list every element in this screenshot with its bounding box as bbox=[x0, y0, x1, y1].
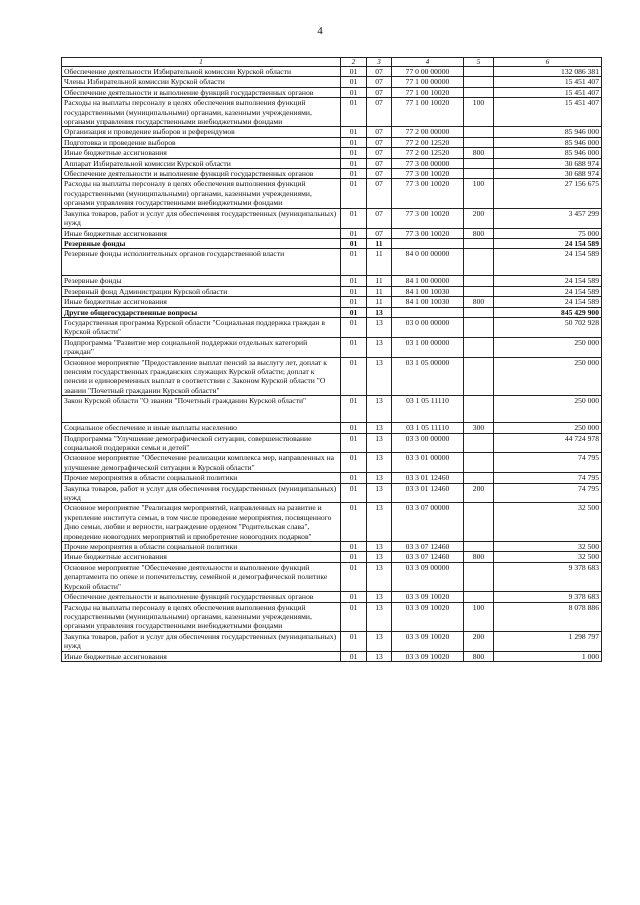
amount-cell: 85 946 000 bbox=[494, 148, 602, 158]
amount-cell: 15 451 407 bbox=[494, 77, 602, 87]
section-code-cell: 01 bbox=[341, 276, 367, 286]
section-code-cell: 01 bbox=[341, 337, 367, 357]
amount-cell: 74 795 bbox=[494, 473, 602, 483]
expense-name-cell: Обеспечение деятельности Избирательной комиссии Курской области bbox=[62, 67, 341, 77]
subsection-code-cell: 07 bbox=[367, 228, 392, 238]
expense-name-cell: Расходы на выплаты персоналу в целях обеспечения выполнения функций государственными (муниципальными) органами, казенными учреждениями, органами управления государственными внебюджетными фондами bbox=[62, 179, 341, 208]
table-row bbox=[62, 228, 602, 238]
expense-type-cell bbox=[464, 542, 494, 552]
subsection-code-cell: 13 bbox=[367, 396, 392, 423]
target-article-cell: 84 1 00 00000 bbox=[392, 276, 464, 286]
subsection-code-cell: 13 bbox=[367, 651, 392, 661]
table-row bbox=[62, 179, 602, 208]
table-row bbox=[62, 542, 602, 552]
table-row bbox=[62, 592, 602, 602]
expense-type-cell bbox=[464, 433, 494, 453]
table-row bbox=[62, 208, 602, 228]
expense-type-cell: 100 bbox=[464, 98, 494, 127]
table-row bbox=[62, 453, 602, 473]
section-code-cell: 01 bbox=[341, 552, 367, 562]
expense-type-cell bbox=[464, 396, 494, 423]
expense-name-cell: Закупка товаров, работ и услуг для обеспечения государственных (муниципальных) нужд bbox=[62, 208, 341, 228]
section-code-cell: 01 bbox=[341, 249, 367, 276]
subsection-code-cell: 11 bbox=[367, 238, 392, 248]
section-code-cell: 01 bbox=[341, 317, 367, 337]
subsection-code-cell: 13 bbox=[367, 631, 392, 651]
target-article-cell: 84 1 00 10030 bbox=[392, 286, 464, 296]
expense-type-cell: 200 bbox=[464, 483, 494, 503]
expense-name-cell: Закупка товаров, работ и услуг для обеспечения государственных (муниципальных) нужд bbox=[62, 483, 341, 503]
subsection-code-cell: 13 bbox=[367, 307, 392, 317]
section-code-cell: 01 bbox=[341, 158, 367, 168]
subsection-code-cell: 13 bbox=[367, 433, 392, 453]
section-code-cell: 01 bbox=[341, 562, 367, 591]
section-code-cell: 01 bbox=[341, 179, 367, 208]
header-cell: 2 bbox=[341, 58, 367, 67]
amount-cell: 15 451 407 bbox=[494, 98, 602, 127]
section-code-cell: 01 bbox=[341, 483, 367, 503]
subsection-code-cell: 13 bbox=[367, 483, 392, 503]
amount-cell: 24 154 589 bbox=[494, 297, 602, 307]
expense-name-cell: Резервные фонды исполнительных органов государственной власти bbox=[62, 249, 341, 276]
target-article-cell: 03 1 05 11110 bbox=[392, 423, 464, 433]
table-row bbox=[62, 286, 602, 296]
subsection-code-cell: 13 bbox=[367, 542, 392, 552]
expense-name-cell: Закупка товаров, работ и услуг для обеспечения государственных (муниципальных) нужд bbox=[62, 631, 341, 651]
expense-name-cell: Подпрограмма "Улучшение демографической ситуации, совершенствование социальной поддержки семьи и детей" bbox=[62, 433, 341, 453]
table-row bbox=[62, 158, 602, 168]
section-code-cell: 01 bbox=[341, 67, 367, 77]
amount-cell: 32 500 bbox=[494, 552, 602, 562]
section-code-cell: 01 bbox=[341, 631, 367, 651]
expense-type-cell bbox=[464, 238, 494, 248]
amount-cell: 50 702 928 bbox=[494, 317, 602, 337]
expense-type-cell: 300 bbox=[464, 423, 494, 433]
expense-type-cell bbox=[464, 317, 494, 337]
table-row bbox=[62, 276, 602, 286]
subsection-code-cell: 07 bbox=[367, 87, 392, 97]
table-row bbox=[62, 249, 602, 276]
section-code-cell: 01 bbox=[341, 148, 367, 158]
section-code-cell: 01 bbox=[341, 307, 367, 317]
expense-name-cell: Иные бюджетные ассигнования bbox=[62, 148, 341, 158]
expense-name-cell: Резервные фонды bbox=[62, 238, 341, 248]
subsection-code-cell: 11 bbox=[367, 297, 392, 307]
table-row bbox=[62, 238, 602, 248]
amount-cell: 1 298 797 bbox=[494, 631, 602, 651]
amount-cell: 9 378 683 bbox=[494, 562, 602, 591]
section-code-cell: 01 bbox=[341, 396, 367, 423]
amount-cell: 15 451 407 bbox=[494, 87, 602, 97]
target-article-cell: 77 2 00 00000 bbox=[392, 127, 464, 137]
expense-type-cell bbox=[464, 169, 494, 179]
subsection-code-cell: 13 bbox=[367, 337, 392, 357]
amount-cell: 85 946 000 bbox=[494, 127, 602, 137]
section-code-cell: 01 bbox=[341, 169, 367, 179]
expense-type-cell bbox=[464, 357, 494, 396]
amount-cell: 24 154 589 bbox=[494, 238, 602, 248]
expense-type-cell bbox=[464, 77, 494, 87]
subsection-code-cell: 07 bbox=[367, 137, 392, 147]
target-article-cell: 03 0 00 00000 bbox=[392, 317, 464, 337]
subsection-code-cell: 13 bbox=[367, 503, 392, 542]
section-code-cell: 01 bbox=[341, 602, 367, 631]
header-cell: 3 bbox=[367, 58, 392, 67]
subsection-code-cell: 13 bbox=[367, 317, 392, 337]
target-article-cell: 03 3 01 12460 bbox=[392, 483, 464, 503]
subsection-code-cell: 07 bbox=[367, 77, 392, 87]
table-row bbox=[62, 396, 602, 423]
expense-name-cell: Подготовка и проведение выборов bbox=[62, 137, 341, 147]
section-code-cell: 01 bbox=[341, 87, 367, 97]
target-article-cell: 03 3 07 12460 bbox=[392, 552, 464, 562]
amount-cell: 24 154 589 bbox=[494, 249, 602, 276]
subsection-code-cell: 11 bbox=[367, 276, 392, 286]
target-article-cell: 77 2 00 12520 bbox=[392, 137, 464, 147]
amount-cell: 132 086 381 bbox=[494, 67, 602, 77]
target-article-cell: 03 3 01 00000 bbox=[392, 453, 464, 473]
subsection-code-cell: 07 bbox=[367, 148, 392, 158]
section-code-cell: 01 bbox=[341, 433, 367, 453]
expense-name-cell: Иные бюджетные ассигнования bbox=[62, 297, 341, 307]
target-article-cell: 03 3 09 10020 bbox=[392, 631, 464, 651]
table-row bbox=[62, 651, 602, 661]
expense-type-cell bbox=[464, 503, 494, 542]
subsection-code-cell: 13 bbox=[367, 423, 392, 433]
subsection-code-cell: 13 bbox=[367, 453, 392, 473]
section-code-cell: 01 bbox=[341, 228, 367, 238]
amount-cell: 250 000 bbox=[494, 423, 602, 433]
target-article-cell: 03 1 05 00000 bbox=[392, 357, 464, 396]
expense-type-cell bbox=[464, 158, 494, 168]
expense-type-cell bbox=[464, 473, 494, 483]
target-article-cell: 77 3 00 10020 bbox=[392, 179, 464, 208]
table-row bbox=[62, 297, 602, 307]
expense-name-cell: Иные бюджетные ассигнования bbox=[62, 651, 341, 661]
target-article-cell bbox=[392, 307, 464, 317]
amount-cell: 3 457 299 bbox=[494, 208, 602, 228]
expense-name-cell: Социальное обеспечение и иные выплаты населению bbox=[62, 423, 341, 433]
amount-cell: 74 795 bbox=[494, 453, 602, 473]
section-code-cell: 01 bbox=[341, 98, 367, 127]
expense-type-cell bbox=[464, 562, 494, 591]
target-article-cell: 03 3 09 10020 bbox=[392, 651, 464, 661]
amount-cell: 75 000 bbox=[494, 228, 602, 238]
subsection-code-cell: 13 bbox=[367, 602, 392, 631]
section-code-cell: 01 bbox=[341, 453, 367, 473]
expense-type-cell bbox=[464, 337, 494, 357]
section-code-cell: 01 bbox=[341, 297, 367, 307]
table-row bbox=[62, 307, 602, 317]
table-row bbox=[62, 602, 602, 631]
expense-type-cell bbox=[464, 592, 494, 602]
amount-cell: 250 000 bbox=[494, 337, 602, 357]
header-cell: 4 bbox=[392, 58, 464, 67]
table-row bbox=[62, 98, 602, 127]
table-row bbox=[62, 337, 602, 357]
subsection-code-cell: 07 bbox=[367, 98, 392, 127]
expense-name-cell: Закон Курской области "О звании "Почетный гражданин Курской области" bbox=[62, 396, 341, 423]
target-article-cell: 77 2 00 12520 bbox=[392, 148, 464, 158]
target-article-cell: 03 1 00 00000 bbox=[392, 337, 464, 357]
table-row bbox=[62, 483, 602, 503]
amount-cell: 44 724 978 bbox=[494, 433, 602, 453]
expense-name-cell: Подпрограмма "Развитие мер социальной поддержки отдельных категорий граждан" bbox=[62, 337, 341, 357]
section-code-cell: 01 bbox=[341, 286, 367, 296]
amount-cell: 1 000 bbox=[494, 651, 602, 661]
column-number-header bbox=[62, 58, 602, 67]
table-row bbox=[62, 317, 602, 337]
expense-name-cell: Основное мероприятие "Обеспечение реализации комплекса мер, направленных на улучшение демографической ситуации в Курской области" bbox=[62, 453, 341, 473]
subsection-code-cell: 07 bbox=[367, 208, 392, 228]
subsection-code-cell: 07 bbox=[367, 179, 392, 208]
expense-name-cell: Расходы на выплаты персоналу в целях обеспечения выполнения функций государственными (муниципальными) органами, казенными учреждениями, органами управления государственными внебюджетными фондами bbox=[62, 602, 341, 631]
amount-cell: 32 500 bbox=[494, 542, 602, 552]
table-row bbox=[62, 77, 602, 87]
subsection-code-cell: 13 bbox=[367, 473, 392, 483]
amount-cell: 24 154 589 bbox=[494, 276, 602, 286]
target-article-cell: 03 3 01 12460 bbox=[392, 473, 464, 483]
expense-name-cell: Обеспечение деятельности и выполнение функций государственных органов bbox=[62, 87, 341, 97]
expense-name-cell: Иные бюджетные ассигнования bbox=[62, 228, 341, 238]
table-row bbox=[62, 67, 602, 77]
table-row bbox=[62, 87, 602, 97]
budget-table bbox=[61, 57, 602, 662]
expense-name-cell: Прочие мероприятия в области социальной политики bbox=[62, 473, 341, 483]
expense-type-cell: 200 bbox=[464, 208, 494, 228]
section-code-cell: 01 bbox=[341, 77, 367, 87]
target-article-cell: 77 3 00 10020 bbox=[392, 169, 464, 179]
target-article-cell: 77 3 00 10020 bbox=[392, 208, 464, 228]
table-row bbox=[62, 562, 602, 591]
expense-type-cell bbox=[464, 453, 494, 473]
amount-cell: 30 688 974 bbox=[494, 169, 602, 179]
expense-type-cell: 800 bbox=[464, 297, 494, 307]
section-code-cell: 01 bbox=[341, 423, 367, 433]
subsection-code-cell: 07 bbox=[367, 169, 392, 179]
section-code-cell: 01 bbox=[341, 208, 367, 228]
subsection-code-cell: 07 bbox=[367, 158, 392, 168]
expense-name-cell: Резервный фонд Администрации Курской области bbox=[62, 286, 341, 296]
section-code-cell: 01 bbox=[341, 238, 367, 248]
table-row bbox=[62, 473, 602, 483]
expense-name-cell: Обеспечение деятельности и выполнение функций государственных органов bbox=[62, 169, 341, 179]
amount-cell: 74 795 bbox=[494, 483, 602, 503]
expense-name-cell: Основное мероприятие "Обеспечение деятельности и выполнение функций департамента по опеке и попечительству, семейной и демографической политике Курской области" bbox=[62, 562, 341, 591]
target-article-cell: 84 1 00 10030 bbox=[392, 297, 464, 307]
section-code-cell: 01 bbox=[341, 473, 367, 483]
expense-name-cell: Другие общегосударственные вопросы bbox=[62, 307, 341, 317]
expense-type-cell: 100 bbox=[464, 179, 494, 208]
expense-type-cell: 800 bbox=[464, 651, 494, 661]
target-article-cell: 77 1 00 10020 bbox=[392, 87, 464, 97]
expense-name-cell: Резервные фонды bbox=[62, 276, 341, 286]
target-article-cell: 77 0 00 00000 bbox=[392, 67, 464, 77]
section-code-cell: 01 bbox=[341, 542, 367, 552]
expense-type-cell bbox=[464, 127, 494, 137]
table-row bbox=[62, 137, 602, 147]
target-article-cell: 03 1 05 11110 bbox=[392, 396, 464, 423]
expense-name-cell: Прочие мероприятия в области социальной политики bbox=[62, 542, 341, 552]
expense-type-cell: 800 bbox=[464, 552, 494, 562]
header-cell: 5 bbox=[464, 58, 494, 67]
page-number: 4 bbox=[317, 25, 323, 37]
table-row bbox=[62, 169, 602, 179]
expense-type-cell bbox=[464, 249, 494, 276]
table-row bbox=[62, 552, 602, 562]
expense-type-cell bbox=[464, 87, 494, 97]
subsection-code-cell: 07 bbox=[367, 67, 392, 77]
header-cell: 1 bbox=[62, 58, 341, 67]
expense-name-cell: Расходы на выплаты персоналу в целях обеспечения выполнения функций государственными (муниципальными) органами, казенными учреждениями, органами управления государственными внебюджетными фондами bbox=[62, 98, 341, 127]
section-code-cell: 01 bbox=[341, 503, 367, 542]
subsection-code-cell: 13 bbox=[367, 357, 392, 396]
expense-type-cell bbox=[464, 307, 494, 317]
amount-cell: 30 688 974 bbox=[494, 158, 602, 168]
amount-cell: 85 946 000 bbox=[494, 137, 602, 147]
target-article-cell: 03 3 07 12460 bbox=[392, 542, 464, 552]
expense-type-cell: 100 bbox=[464, 602, 494, 631]
expense-type-cell: 800 bbox=[464, 228, 494, 238]
expense-name-cell: Основное мероприятие "Предоставление выплат пенсий за выслугу лет, доплат к пенсиям государственных гражданских служащих Курской области; доплат к пенсии и единовременных выплат в соответствии с Законом Курской области "О звании "Почетный гражданин Курской области" bbox=[62, 357, 341, 396]
table-row bbox=[62, 503, 602, 542]
expense-name-cell: Иные бюджетные ассигнования bbox=[62, 552, 341, 562]
expense-type-cell bbox=[464, 67, 494, 77]
amount-cell: 24 154 589 bbox=[494, 286, 602, 296]
subsection-code-cell: 07 bbox=[367, 127, 392, 137]
table-row bbox=[62, 127, 602, 137]
amount-cell: 845 429 900 bbox=[494, 307, 602, 317]
target-article-cell bbox=[392, 238, 464, 248]
section-code-cell: 01 bbox=[341, 651, 367, 661]
header-cell: 6 bbox=[494, 58, 602, 67]
target-article-cell: 84 0 00 00000 bbox=[392, 249, 464, 276]
table-row bbox=[62, 423, 602, 433]
target-article-cell: 03 3 07 00000 bbox=[392, 503, 464, 542]
subsection-code-cell: 11 bbox=[367, 249, 392, 276]
section-code-cell: 01 bbox=[341, 127, 367, 137]
target-article-cell: 03 3 09 10020 bbox=[392, 592, 464, 602]
expense-type-cell bbox=[464, 286, 494, 296]
table-row bbox=[62, 148, 602, 158]
expense-name-cell: Члены Избирательной комиссии Курской области bbox=[62, 77, 341, 87]
expense-name-cell: Основное мероприятие "Реализация мероприятий, направленных на развитие и укрепление института семьи, в том числе проведение мероприятия, посвященного Дню семьи, любви и верности, награждение орденом "Родительская слава", проведение новогодних мероприятий и приобретение новогодних подарков" bbox=[62, 503, 341, 542]
subsection-code-cell: 13 bbox=[367, 552, 392, 562]
target-article-cell: 77 1 00 10020 bbox=[392, 98, 464, 127]
section-code-cell: 01 bbox=[341, 137, 367, 147]
expense-name-cell: Обеспечение деятельности и выполнение функций государственных органов bbox=[62, 592, 341, 602]
target-article-cell: 77 3 00 10020 bbox=[392, 228, 464, 238]
table-row bbox=[62, 433, 602, 453]
amount-cell: 8 078 886 bbox=[494, 602, 602, 631]
expense-name-cell: Государственная программа Курской области "Социальная поддержка граждан в Курской области" bbox=[62, 317, 341, 337]
target-article-cell: 77 3 00 00000 bbox=[392, 158, 464, 168]
target-article-cell: 03 3 09 10020 bbox=[392, 602, 464, 631]
subsection-code-cell: 13 bbox=[367, 562, 392, 591]
subsection-code-cell: 11 bbox=[367, 286, 392, 296]
target-article-cell: 03 3 00 00000 bbox=[392, 433, 464, 453]
table-row bbox=[62, 631, 602, 651]
expense-type-cell: 800 bbox=[464, 148, 494, 158]
expense-name-cell: Аппарат Избирательной комиссии Курской области bbox=[62, 158, 341, 168]
section-code-cell: 01 bbox=[341, 592, 367, 602]
expense-type-cell bbox=[464, 137, 494, 147]
amount-cell: 250 000 bbox=[494, 357, 602, 396]
section-code-cell: 01 bbox=[341, 357, 367, 396]
budget-table-body bbox=[62, 58, 602, 662]
amount-cell: 27 156 675 bbox=[494, 179, 602, 208]
target-article-cell: 03 3 09 00000 bbox=[392, 562, 464, 591]
amount-cell: 9 378 683 bbox=[494, 592, 602, 602]
expense-name-cell: Организация и проведение выборов и референдумов bbox=[62, 127, 341, 137]
target-article-cell: 77 1 00 00000 bbox=[392, 77, 464, 87]
expense-type-cell: 200 bbox=[464, 631, 494, 651]
table-row bbox=[62, 357, 602, 396]
expense-type-cell bbox=[464, 276, 494, 286]
amount-cell: 32 500 bbox=[494, 503, 602, 542]
amount-cell: 250 000 bbox=[494, 396, 602, 423]
subsection-code-cell: 13 bbox=[367, 592, 392, 602]
